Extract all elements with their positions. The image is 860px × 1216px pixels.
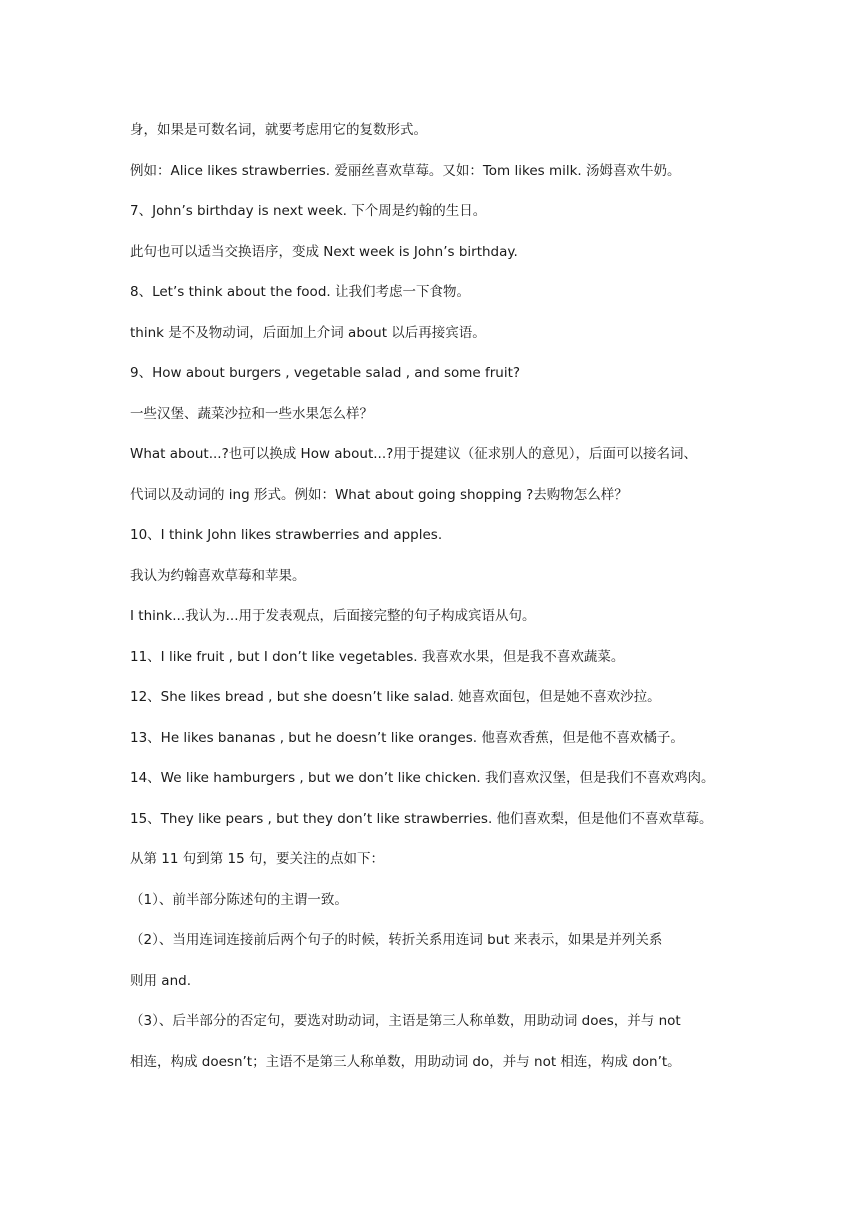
text-line: I think...我认为...用于发表观点，后面接完整的句子构成宾语从句。 <box>130 608 536 624</box>
text-line: 例如：Alice likes strawberries. 爱丽丝喜欢草莓。又如：Tom likes milk. 汤姆喜欢牛奶。 <box>130 163 681 179</box>
text-line: （2）、当用连词连接前后两个句子的时候，转折关系用连词 but 来表示，如果是并列关系 <box>130 932 663 948</box>
text-line: 从第 11 句到第 15 句，要关注的点如下： <box>130 851 385 867</box>
text-line: 13、He likes bananas , but he doesn’t like oranges. 他喜欢香蕉，但是他不喜欢橘子。 <box>130 730 684 746</box>
text-line: 12、She likes bread , but she doesn’t like salad. 她喜欢面包，但是她不喜欢沙拉。 <box>130 689 661 705</box>
text-line: 此句也可以适当交换语序，变成 Next week is John’s birthday. <box>130 244 518 260</box>
text-line: 7、John’s birthday is next week. 下个周是约翰的生日。 <box>130 203 487 219</box>
text-line: 身，如果是可数名词，就要考虑用它的复数形式。 <box>130 122 427 138</box>
text-line: 15、They like pears , but they don’t like strawberries. 他们喜欢梨，但是他们不喜欢草莓。 <box>130 811 713 827</box>
text-line: 代词以及动词的 ing 形式。例如：What about going shopping ?去购物怎么样？ <box>130 487 628 503</box>
text-line: 10、I think John likes strawberries and apples. <box>130 527 443 543</box>
text-line: （3）、后半部分的否定句，要选对助动词，主语是第三人称单数，用助动词 does，并与 not <box>130 1013 681 1029</box>
text-line: 14、We like hamburgers , but we don’t like chicken. 我们喜欢汉堡，但是我们不喜欢鸡肉。 <box>130 770 715 786</box>
text-line: 则用 and. <box>130 973 191 989</box>
text-line: 我认为约翰喜欢草莓和苹果。 <box>130 568 306 584</box>
text-line: 一些汉堡、蔬菜沙拉和一些水果怎么样？ <box>130 406 373 422</box>
text-line: think 是不及物动词，后面加上介词 about 以后再接宾语。 <box>130 325 486 341</box>
text-line: 11、I like fruit , but I don’t like vegetables. 我喜欢水果，但是我不喜欢蔬菜。 <box>130 649 625 665</box>
text-line: 8、Let’s think about the food. 让我们考虑一下食物。 <box>130 284 470 300</box>
text-line: （1）、前半部分陈述句的主谓一致。 <box>130 892 348 908</box>
text-line: 相连，构成 doesn’t；主语不是第三人称单数，用助动词 do，并与 not 相连，构成 don’t。 <box>130 1054 681 1070</box>
text-line: 9、How about burgers , vegetable salad , and some fruit? <box>130 365 521 381</box>
text-line: What about...?也可以换成 How about...?用于提建议（征求别人的意见），后面可以接名词、 <box>130 446 698 462</box>
